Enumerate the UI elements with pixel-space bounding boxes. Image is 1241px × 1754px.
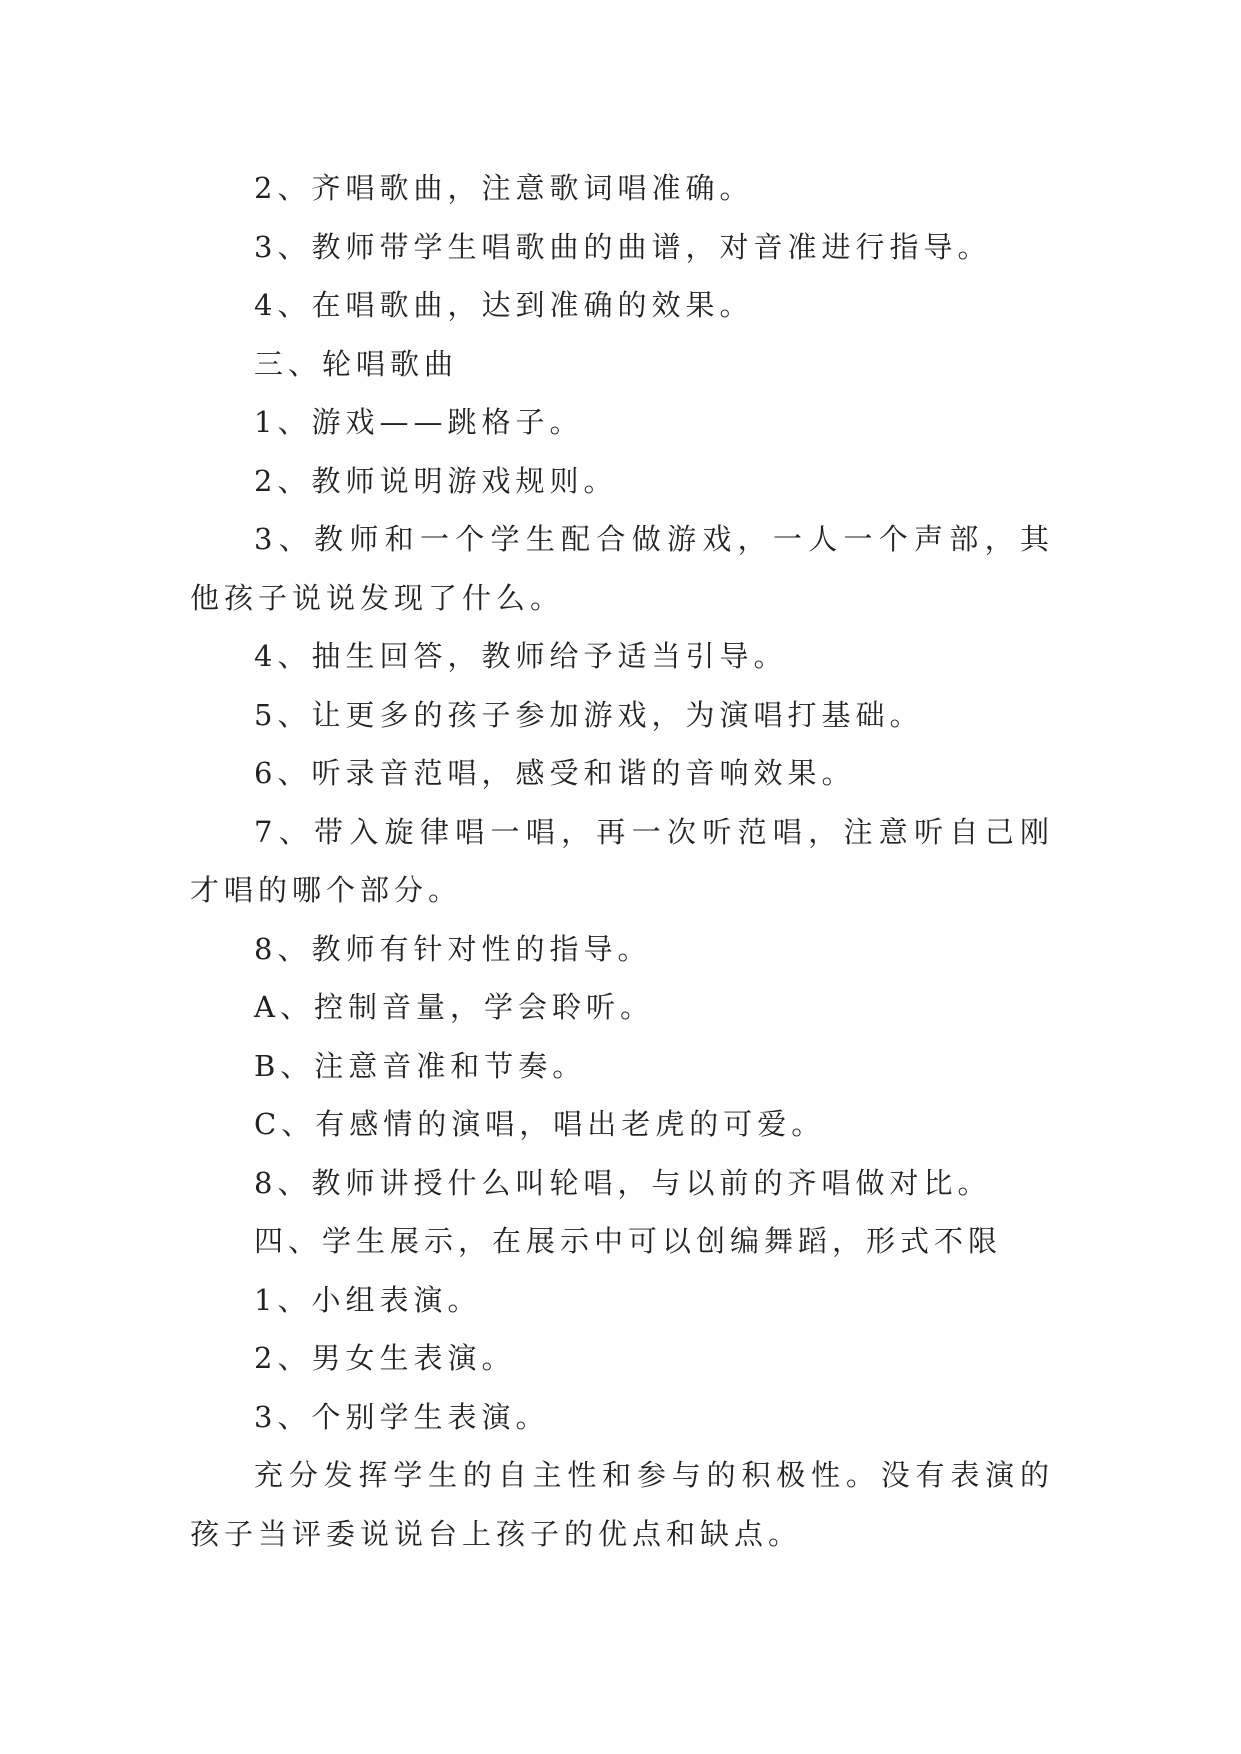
- step-item: 2、齐唱歌曲，注意歌词唱准确。: [254, 171, 754, 205]
- step-item: 3、个别学生表演。: [254, 1399, 550, 1434]
- step-item: 8、教师有针对性的指导。: [254, 931, 652, 966]
- section-heading: 四、学生展示，在展示中可以创编舞蹈，形式不限: [254, 1224, 1003, 1258]
- step-item: 4、在唱歌曲，达到准确的效果。: [254, 288, 754, 322]
- step-item: 2、教师说明游戏规则。: [254, 463, 618, 498]
- step-item: 6、听录音范唱，感受和谐的音响效果。: [254, 756, 856, 790]
- step-item: 1、小组表演。: [254, 1282, 482, 1317]
- step-item: 2、男女生表演。: [254, 1341, 516, 1375]
- sub-step-item: C、有感情的演唱，唱出老虎的可爱。: [254, 1107, 826, 1141]
- step-item: 3、教师带学生唱歌曲的曲谱，对音准进行指导。: [254, 229, 992, 264]
- step-item: 8、教师讲授什么叫轮唱，与以前的齐唱做对比。: [254, 1165, 992, 1200]
- sub-step-item: A、控制音量，学会聆听。: [254, 990, 654, 1024]
- step-item: 3、教师和一个学生配合做游戏，一人一个声部，其他孩子说说发现了什么。: [190, 522, 1054, 615]
- step-item: 7、带入旋律唱一唱，再一次听范唱，注意听自己刚才唱的哪个部分。: [190, 814, 1054, 907]
- step-item: 5、让更多的孩子参加游戏，为演唱打基础。: [254, 697, 924, 732]
- section-heading: 三、轮唱歌曲: [254, 346, 459, 381]
- step-item: 1、游戏——跳格子。: [254, 405, 584, 439]
- step-item: 4、抽生回答，教师给予适当引导。: [254, 639, 788, 673]
- closing-paragraph: 充分发挥学生的自主性和参与的积极性。没有表演的孩子当评委说说台上孩子的优点和缺点。: [190, 1458, 1054, 1551]
- document-body: [190, 159, 1054, 1563]
- sub-step-item: B、注意音准和节奏。: [254, 1048, 587, 1083]
